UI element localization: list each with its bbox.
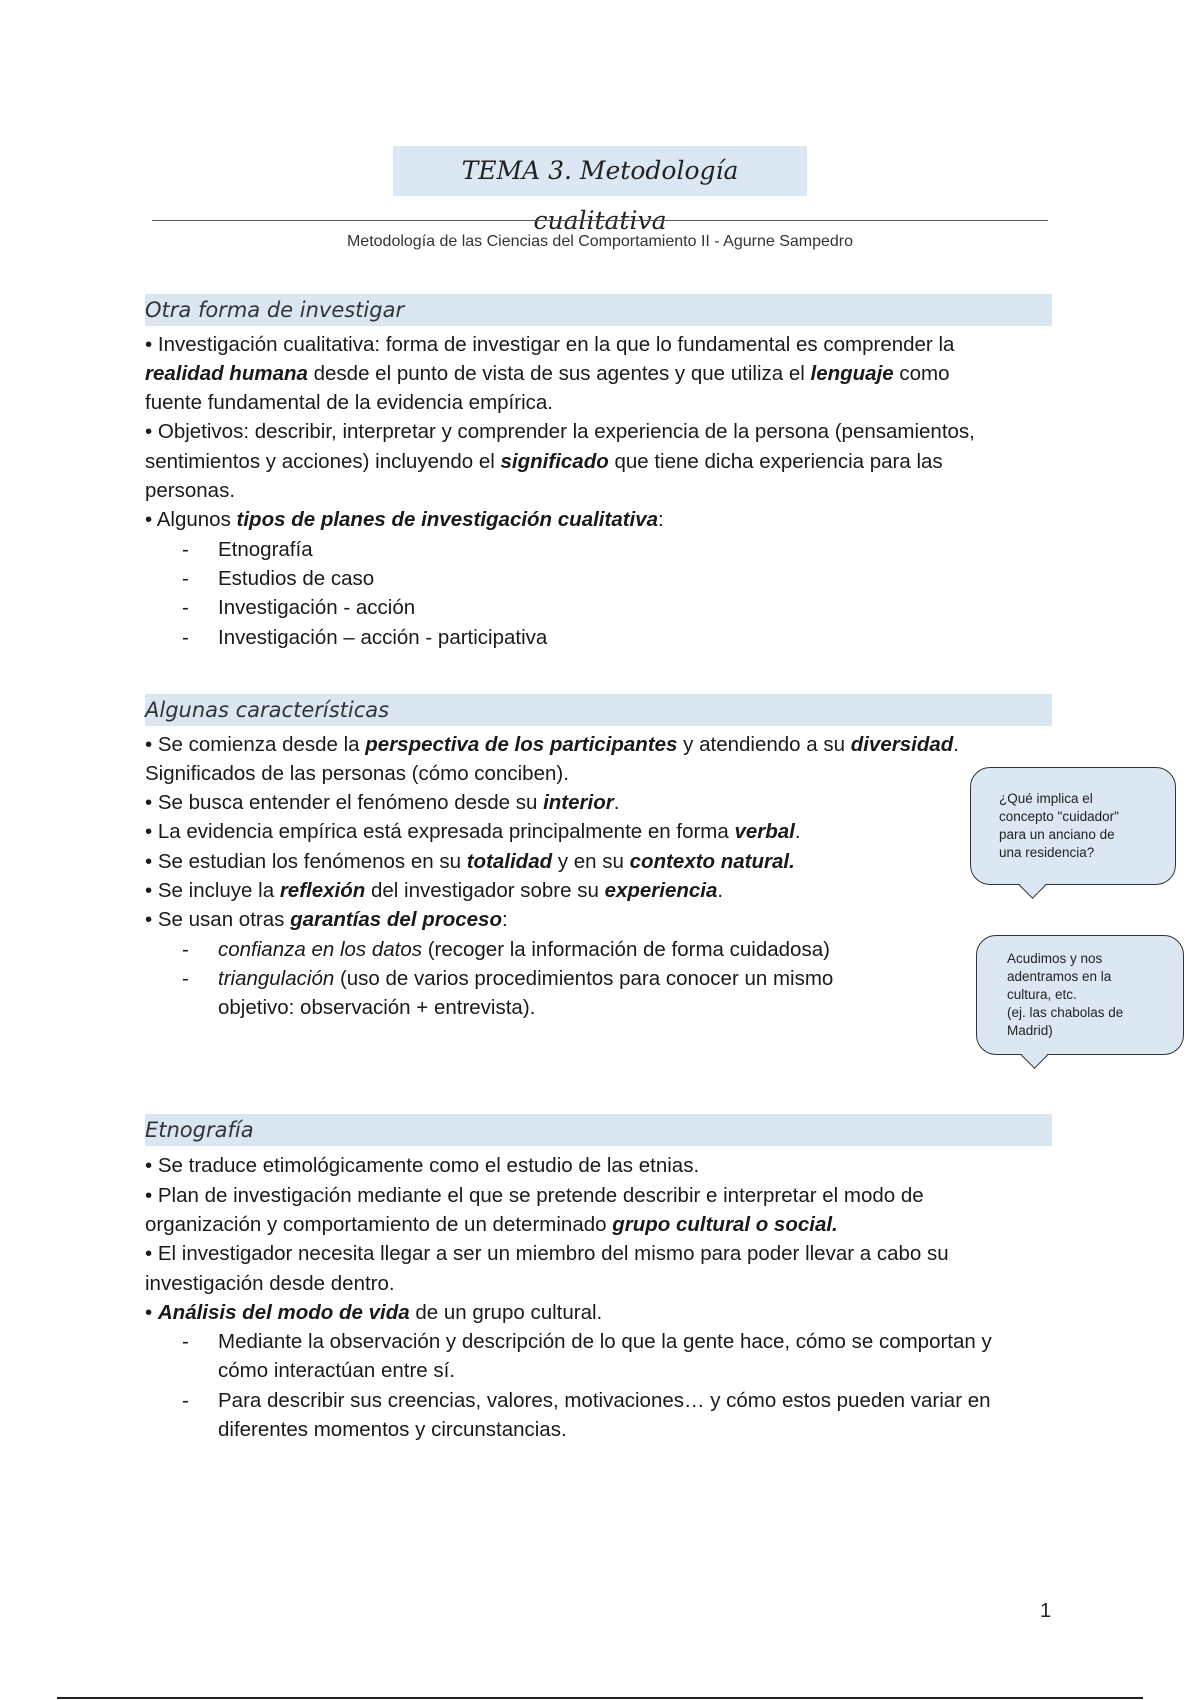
paragraph-line: [145, 447, 943, 476]
list-item: Etnografía: [218, 538, 313, 561]
text-span: de un grupo cultural.: [409, 1301, 603, 1324]
text-span: • Se busca entender el fenómeno desde su: [145, 791, 544, 814]
text-span: • Se incluye la: [145, 879, 280, 902]
list-item: [218, 964, 833, 993]
emphasis-text: perspectiva de los participantes: [365, 733, 678, 756]
paragraph-line: Significados de las personas (cómo conciben).: [145, 762, 569, 785]
bubble-tail: [1021, 1042, 1048, 1069]
page-bottom-divider: [57, 1697, 1143, 1699]
text-span: (uso de varios procedimientos para conocer un mismo: [334, 967, 834, 990]
emphasis-text: reflexión: [279, 879, 366, 902]
speech-bubble-cultura: [976, 935, 1184, 1055]
list-dash: -: [182, 538, 189, 561]
list-item-continuation: diferentes momentos y circunstancias.: [218, 1418, 567, 1441]
bubble-line: (ej. las chabolas de: [1007, 1005, 1124, 1020]
text-span: que tiene dicha experiencia para las: [608, 450, 943, 473]
text-span: • La evidencia empírica está expresada principalmente en forma: [145, 820, 735, 843]
section-heading-caracteristicas: Algunas características: [145, 694, 1052, 726]
paragraph-line: fuente fundamental de la evidencia empírica.: [145, 391, 553, 414]
paragraph-line: • Se traduce etimológicamente como el estudio de las etnias.: [145, 1154, 700, 1177]
paragraph-line: • Plan de investigación mediante el que se pretende describir e interpretar el modo de: [145, 1184, 924, 1207]
paragraph-line: [145, 905, 508, 934]
emphasis-text: significado: [500, 450, 609, 473]
paragraph-line: [145, 505, 664, 534]
list-item: Estudios de caso: [218, 567, 375, 590]
emphasis-text: tipos de planes de investigación cualitativa: [236, 508, 659, 531]
emphasis-text: grupo cultural o social.: [612, 1213, 838, 1236]
title-divider: [152, 220, 1048, 221]
emphasis-text: garantías del proceso: [290, 908, 502, 931]
paragraph-line: [145, 730, 959, 759]
speech-bubble-cuidador: [970, 767, 1176, 885]
text-span: .: [613, 791, 620, 814]
text-span: .: [953, 733, 959, 756]
text-span: .: [794, 820, 801, 843]
emphasis-text: lenguaje: [810, 362, 894, 385]
section-heading-etnografia: Etnografía: [145, 1114, 1052, 1146]
bubble-line: para un anciano de: [999, 827, 1115, 842]
paragraph-line: • El investigador necesita llegar a ser un miembro del mismo para poder llevar a cabo su: [145, 1242, 949, 1265]
list-dash: -: [182, 1389, 189, 1412]
paragraph-line: [145, 817, 801, 846]
emphasis-text: contexto natural.: [629, 850, 795, 873]
text-span: • Algunos: [145, 508, 237, 531]
bubble-line: Madrid): [1007, 1023, 1053, 1038]
list-item: Para describir sus creencias, valores, motivaciones… y cómo estos pueden variar en: [218, 1389, 991, 1412]
document-subtitle: Metodología de las Ciencias del Comportamiento II - Agurne Sampedro: [346, 233, 854, 250]
list-dash: -: [182, 967, 189, 990]
text-span: • Se comienza desde la: [145, 733, 366, 756]
paragraph-line: • Objetivos: describir, interpretar y comprender la experiencia de la persona (pensamientos,: [145, 420, 975, 443]
emphasis-text: verbal: [734, 820, 795, 843]
bubble-line: cultura, etc.: [1007, 987, 1077, 1002]
bubble-line: ¿Qué implica el: [999, 791, 1093, 806]
text-span: •: [145, 1301, 158, 1324]
list-item: Investigación - acción: [218, 596, 416, 619]
emphasis-text: diversidad: [850, 733, 954, 756]
text-span: del investigador sobre su: [365, 879, 605, 902]
page-title: TEMA 3. Metodología cualitativa: [393, 146, 807, 196]
text-span: :: [658, 508, 664, 531]
bubble-line: adentramos en la: [1007, 969, 1112, 984]
paragraph-line: [145, 1210, 838, 1239]
list-item-continuation: objetivo: observación + entrevista).: [218, 996, 536, 1019]
italic-text: confianza en los datos: [218, 938, 422, 961]
text-span: y atendiendo a su: [677, 733, 851, 756]
paragraph-line: investigación desde dentro.: [145, 1272, 395, 1295]
list-item: Investigación – acción - participativa: [218, 626, 548, 649]
list-dash: -: [182, 596, 189, 619]
list-item: Mediante la observación y descripción de lo que la gente hace, cómo se comportan y: [218, 1330, 992, 1353]
text-span: • Se estudian los fenómenos en su: [145, 850, 467, 873]
paragraph-line: [145, 876, 723, 905]
text-span: :: [501, 908, 508, 931]
bubble-tail: [1019, 872, 1046, 899]
bubble-line: concepto "cuidador": [999, 809, 1119, 824]
list-dash: -: [182, 1330, 189, 1353]
text-span: (recoger la información de forma cuidadosa): [422, 938, 830, 961]
section-heading-otra-forma: Otra forma de investigar: [145, 294, 1052, 326]
emphasis-text: experiencia: [604, 879, 718, 902]
emphasis-text: Análisis del modo de vida: [157, 1301, 410, 1324]
text-span: desde el punto de vista de sus agentes y que utiliza el: [307, 362, 811, 385]
emphasis-text: totalidad: [466, 850, 553, 873]
emphasis-text: interior: [543, 791, 614, 814]
text-span: sentimientos y acciones) incluyendo el: [145, 450, 501, 473]
list-dash: -: [182, 567, 189, 590]
paragraph-line: • Investigación cualitativa: forma de investigar en la que lo fundamental es comprender la: [145, 333, 955, 356]
list-dash: -: [182, 938, 189, 961]
paragraph-line: [145, 1298, 602, 1327]
paragraph-line: [145, 788, 619, 817]
text-span: y en su: [552, 850, 630, 873]
page-number: 1: [1040, 1600, 1052, 1622]
bubble-line: una residencia?: [999, 845, 1095, 860]
text-span: como: [893, 362, 950, 385]
paragraph-line: personas.: [145, 479, 236, 502]
text-span: .: [717, 879, 724, 902]
text-span: organización y comportamiento de un determinado: [145, 1213, 613, 1236]
list-item: [218, 935, 830, 964]
paragraph-line: [145, 359, 950, 388]
paragraph-line: [145, 847, 795, 876]
bubble-line: Acudimos y nos: [1007, 951, 1103, 966]
list-dash: -: [182, 626, 189, 649]
emphasis-text: realidad humana: [145, 362, 308, 385]
list-item-continuation: cómo interactúan entre sí.: [218, 1359, 456, 1382]
italic-text: triangulación: [218, 967, 335, 990]
text-span: • Se usan otras: [145, 908, 291, 931]
